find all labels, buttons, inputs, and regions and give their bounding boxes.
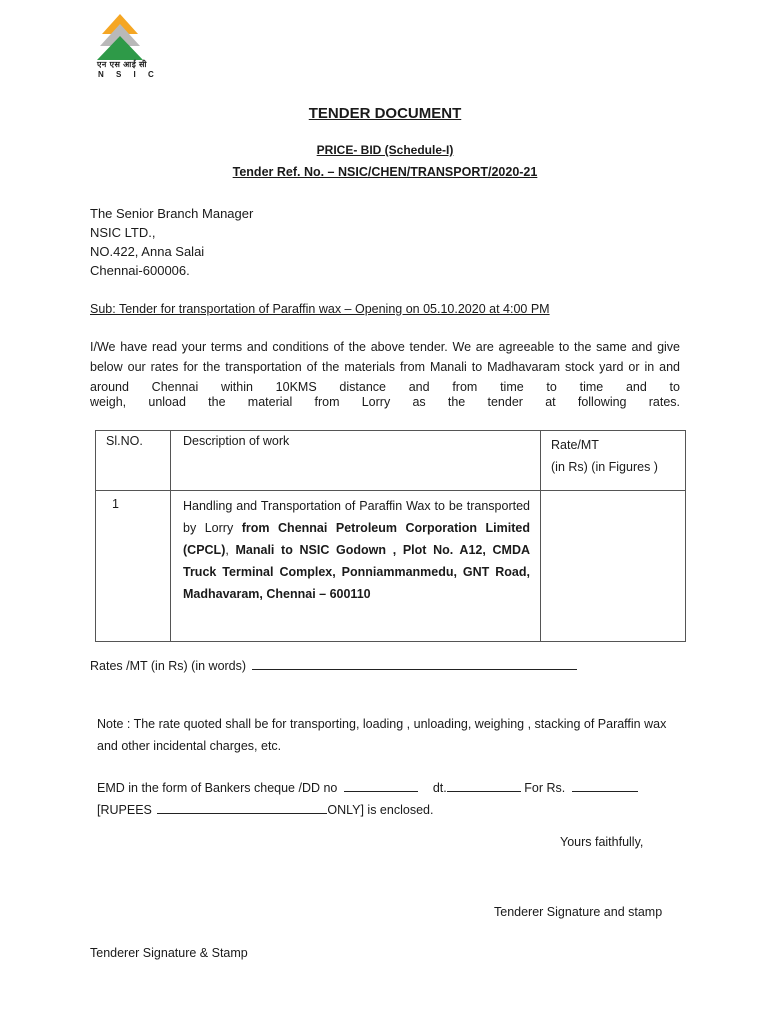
desc-bold-origin: from Chennai Petroleum Corporation Limited (CPCL) bbox=[183, 521, 530, 557]
table-header-row bbox=[96, 431, 686, 491]
desc-separator: , bbox=[225, 543, 236, 557]
rate-entry-field[interactable] bbox=[541, 491, 686, 642]
amount-field[interactable] bbox=[572, 779, 638, 792]
address-line-3: NO.422, Anna Salai bbox=[90, 244, 205, 259]
paragraph-word: rates. bbox=[648, 395, 680, 409]
paragraph-word: following bbox=[577, 395, 627, 409]
emd-line bbox=[97, 779, 638, 795]
header-rate-line-2: (in Rs) (in Figures ) bbox=[551, 460, 658, 474]
paragraph-word: the bbox=[208, 395, 226, 409]
document-subtitle: PRICE- BID (Schedule-I) bbox=[316, 143, 454, 157]
header-rate bbox=[541, 431, 686, 491]
dd-number-field[interactable] bbox=[344, 779, 418, 792]
logo-english-text: N S I C bbox=[98, 70, 159, 79]
emd-label: EMD in the form of Bankers cheque /DD no bbox=[97, 781, 338, 795]
paragraph-word: unload bbox=[148, 395, 186, 409]
paragraph-word: material bbox=[247, 395, 293, 409]
tender-reference: Tender Ref. No. – NSIC/CHEN/TRANSPORT/2020-21 bbox=[232, 165, 538, 179]
rupees-line bbox=[97, 801, 433, 817]
rates-table bbox=[95, 430, 686, 642]
for-rs-label: For Rs. bbox=[524, 781, 566, 795]
dt-field[interactable] bbox=[447, 779, 521, 792]
nsic-logo-icon bbox=[95, 14, 145, 60]
row-description bbox=[171, 491, 541, 642]
paragraph-word: from bbox=[314, 395, 340, 409]
paragraph-word: Lorry bbox=[361, 395, 391, 409]
table-row bbox=[96, 491, 686, 642]
paragraph-word: as bbox=[412, 395, 426, 409]
address-line-1: The Senior Branch Manager bbox=[90, 206, 254, 221]
intro-paragraph-last-line bbox=[90, 395, 680, 409]
paragraph-word: the bbox=[447, 395, 466, 409]
signature-stamp-label: Tenderer Signature and stamp bbox=[494, 905, 663, 919]
rupees-words-field[interactable] bbox=[157, 801, 327, 814]
paragraph-word: at bbox=[545, 395, 556, 409]
row-sl-no: 1 bbox=[96, 491, 171, 642]
subject-line: Sub: Tender for transportation of Paraffin wax – Opening on 05.10.2020 at 4:00 PM bbox=[90, 302, 550, 316]
desc-bold-destination: Manali to NSIC Godown , Plot No. A12, CMDA Truck Terminal Complex, Ponniammanmedu, GNT Road, Madhavaram, Chennai – 600110 bbox=[183, 543, 530, 601]
header-sl-no: Sl.NO. bbox=[96, 431, 171, 491]
header-description: Description of work bbox=[171, 431, 541, 491]
closing-text: Yours faithfully, bbox=[560, 835, 644, 849]
address-line-4: Chennai-600006. bbox=[90, 263, 190, 278]
paragraph-word: tender bbox=[487, 395, 523, 409]
desc-plain: Handling and Transportation of Paraffin Wax to be transported by Lorry bbox=[183, 499, 530, 535]
rupees-suffix: ONLY] is enclosed. bbox=[327, 803, 434, 817]
header-rate-line-1: Rate/MT bbox=[551, 438, 599, 452]
logo-hindi-text: एन एस आई सी bbox=[97, 60, 147, 69]
note-text: Note : The rate quoted shall be for transporting, loading , unloading, weighing , stacking of Paraffin wax and other incidental charges, etc. bbox=[97, 717, 667, 753]
dt-label: dt. bbox=[432, 781, 447, 795]
document-title: TENDER DOCUMENT bbox=[308, 105, 462, 122]
paragraph-word: weigh, bbox=[90, 395, 127, 409]
rupees-prefix: [RUPEES bbox=[97, 803, 152, 817]
rates-in-words-field[interactable] bbox=[252, 657, 577, 670]
rates-in-words-label: Rates /MT (in Rs) (in words) bbox=[90, 659, 247, 673]
rates-in-words-line bbox=[90, 657, 577, 673]
intro-paragraph: I/We have read your terms and conditions of the above tender. We are agreeable to the same and give below our rates for the transportation of the materials from Manali to Madhavaram stock yard or in and around Chennai within 10KMS distance and from time to time and to bbox=[90, 340, 680, 394]
footer-signature-label: Tenderer Signature & Stamp bbox=[90, 946, 248, 960]
address-line-2: NSIC LTD., bbox=[90, 225, 156, 240]
